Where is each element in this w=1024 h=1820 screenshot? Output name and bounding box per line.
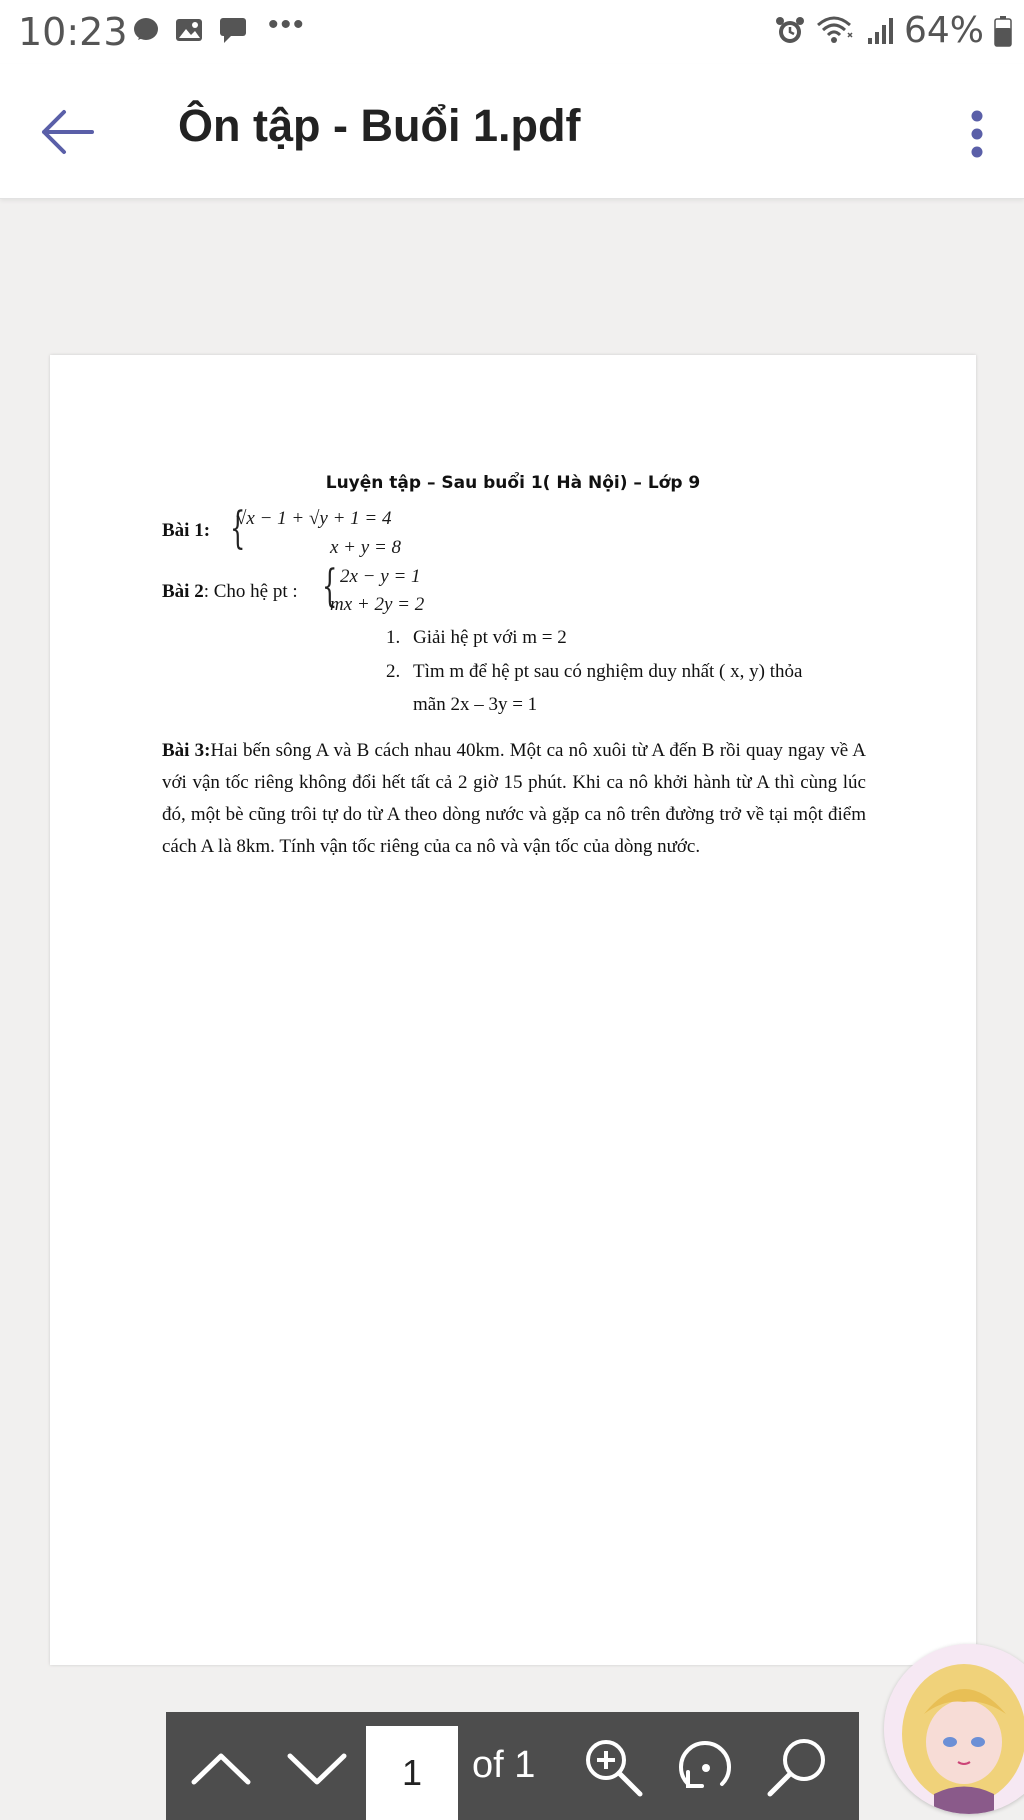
status-time: 10:23: [18, 10, 128, 54]
bai1-equation-1: √x − 1 + √y + 1 = 4: [236, 508, 392, 529]
avatar[interactable]: [884, 1644, 1024, 1814]
next-page-button[interactable]: [282, 1732, 352, 1802]
bai2-equation-2: mx + 2y = 2: [330, 594, 425, 615]
bai1-label: Bài 1:: [162, 520, 211, 541]
bai2-item-1-number: 1.: [386, 627, 401, 648]
pdf-page: [50, 355, 976, 1665]
search-button[interactable]: [762, 1732, 832, 1802]
bai1-brace: {: [230, 503, 246, 554]
back-arrow-icon: [36, 100, 100, 164]
chevron-down-icon: [282, 1732, 352, 1802]
more-options-button[interactable]: [952, 102, 1002, 166]
rotate-icon: [670, 1732, 740, 1802]
signal-icon: [866, 16, 894, 46]
bai2-brace: {: [322, 561, 338, 612]
bai1-equation-2: x + y = 8: [330, 537, 402, 558]
kebab-menu-icon: [952, 102, 1002, 166]
bai3-label: Bài 3:: [162, 740, 211, 761]
bai3-text: Hai bến sông A và B cách nhau 40km. Một ca nô xuôi từ A đến B rồi quay ngay về A với vận tốc riêng không đổi hết tất cả 2 giờ 15 phút. Khi ca nô khởi hành từ A thì cùng lúc đó, một bè cũng trôi tự do từ A theo dòng nước và gặp ca nô trên đường trở về tại một điểm cách A là 8km. Tính vận tốc riêng của ca nô và vận tốc của dòng nước.: [162, 740, 866, 857]
chat-icon: [218, 16, 248, 44]
status-right: [774, 10, 1012, 51]
zoom-in-button[interactable]: [578, 1732, 648, 1802]
search-icon: [762, 1732, 832, 1802]
document-title: Ôn tập - Buổi 1.pdf: [178, 100, 581, 151]
bai2-item-2: Tìm m để hệ pt sau có nghiệm duy nhất ( x, y) thỏa: [413, 661, 803, 682]
wifi-icon: [816, 15, 856, 47]
messenger-icon: [132, 16, 160, 44]
document-heading: Luyện tập – Sau buổi 1( Hà Nội) – Lớp 9: [325, 473, 701, 493]
bai2-label: Bài 2: [162, 581, 204, 602]
battery-percent: 64%: [903, 10, 984, 51]
gallery-icon: [174, 16, 204, 44]
chevron-up-icon: [186, 1732, 256, 1802]
bai2-line: [162, 581, 298, 603]
pdf-toolbar: [166, 1712, 859, 1820]
alarm-icon: [774, 15, 806, 47]
zoom-in-icon: [578, 1732, 648, 1802]
bai2-item-2-number: 2.: [386, 661, 401, 682]
page-count-label: of 1: [472, 1744, 536, 1786]
bai3-paragraph: [162, 735, 866, 863]
status-bar: [0, 0, 1024, 64]
back-button[interactable]: [36, 100, 100, 164]
previous-page-button[interactable]: [186, 1732, 256, 1802]
page-number-input[interactable]: [366, 1726, 458, 1820]
more-notifications-icon: •••: [268, 8, 306, 41]
bai2-equation-1: 2x − y = 1: [340, 566, 421, 587]
rotate-button[interactable]: [670, 1732, 740, 1802]
battery-icon: [994, 15, 1012, 47]
app-bar: [0, 64, 1024, 199]
notification-icons: [132, 8, 306, 44]
bai2-item-1: Giải hệ pt với m = 2: [413, 627, 567, 648]
bai2-intro: : Cho hệ pt :: [203, 581, 298, 602]
bai2-item-2-cont: mãn 2x – 3y = 1: [413, 694, 538, 715]
avatar-illustration: [884, 1644, 1024, 1814]
